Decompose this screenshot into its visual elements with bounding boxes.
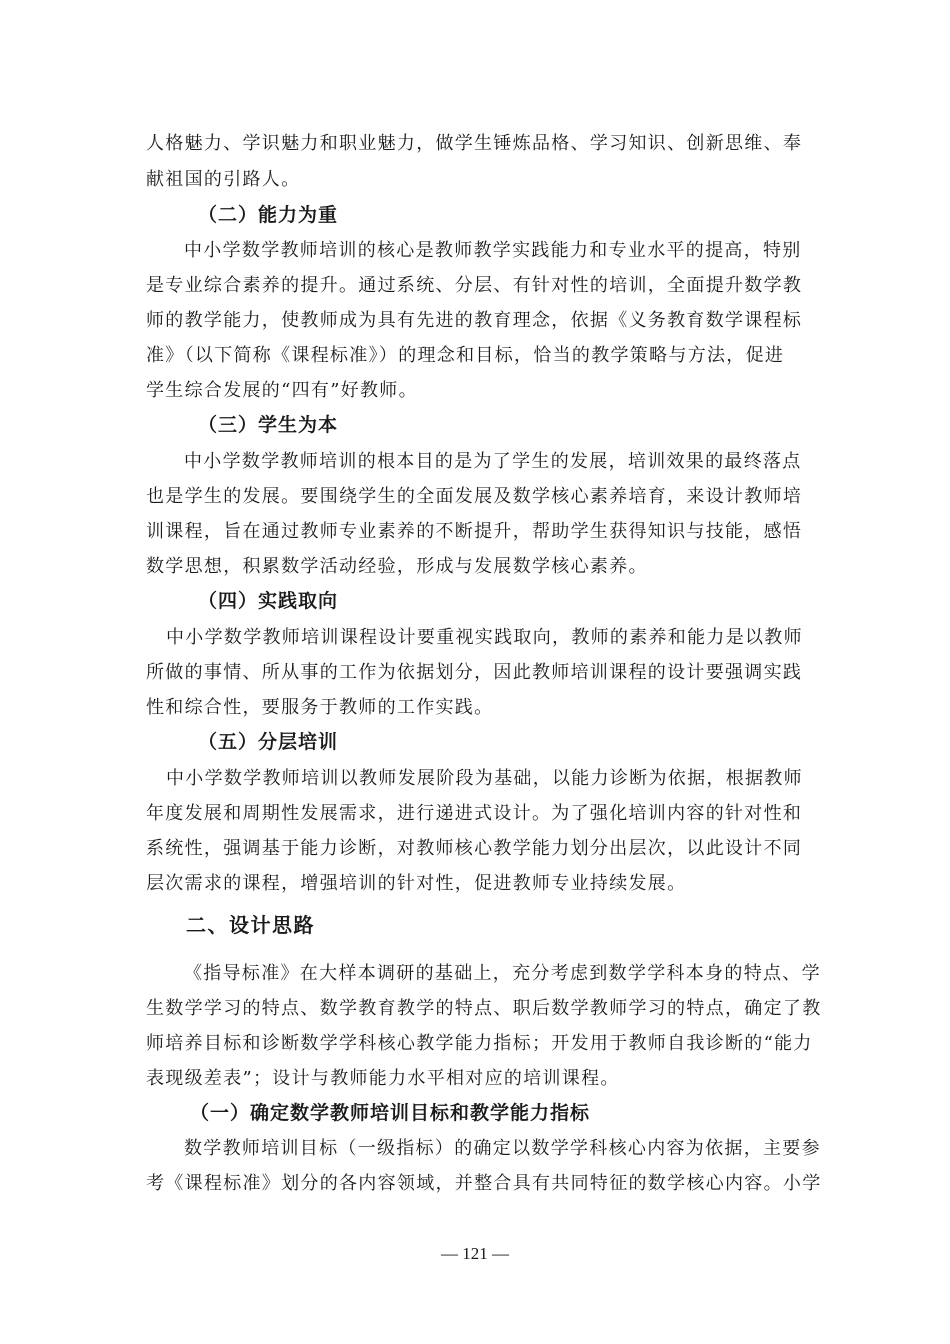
paragraph-line: 中小学数学教师培训的核心是教师教学实践能力和专业水平的提高，特别 xyxy=(184,240,802,261)
paragraph-line: 师培养目标和诊断数学学科核心教学能力指标；开发用于教师自我诊断的“能力 xyxy=(146,1033,813,1054)
paragraph-line: 所做的事情、所从事的工作为依据划分，因此教师培训课程的设计要强调实践 xyxy=(146,662,803,683)
paragraph-line: 人格魅力、学识魅力和职业魅力，做学生锤炼品格、学习知识、创新思维、奉 xyxy=(146,133,803,154)
paragraph-line: 准》（以下简称《课程标准》）的理念和目标，恰当的教学策略与方法，促进 xyxy=(146,345,785,366)
subsection-heading: （二）能力为重 xyxy=(198,204,339,226)
paragraph-line: 数学思想，积累数学活动经验，形成与发展数学核心素养。 xyxy=(146,556,648,577)
subsection-heading: （一）确定数学教师培训目标和教学能力指标 xyxy=(190,1102,591,1124)
paragraph-line: 表现级差表”；设计与教师能力水平相对应的培训课程。 xyxy=(146,1068,620,1089)
paragraph-line: 数学教师培训目标（一级指标）的确定以数学学科核心内容为依据，主要参 xyxy=(184,1138,821,1159)
paragraph-line: 师的教学能力，使教师成为具有先进的教育理念，依据《义务教育数学课程标 xyxy=(146,310,803,331)
subsection-heading: （三）学生为本 xyxy=(198,414,339,436)
paragraph-line: 训课程，旨在通过教师专业素养的不断提升，帮助学生获得知识与技能，感悟 xyxy=(146,521,803,542)
paragraph-line: 性和综合性，要服务于教师的工作实践。 xyxy=(146,697,494,718)
section-heading: 二、设计思路 xyxy=(186,913,315,937)
paragraph-line: 也是学生的发展。要围绕学生的全面发展及数学核心素养培育，来设计教师培 xyxy=(146,486,803,507)
paragraph-line: 中小学数学教师培训以教师发展阶段为基础，以能力诊断为依据，根据教师 xyxy=(166,768,803,789)
paragraph-line: 考《课程标准》划分的各内容领域，并整合具有共同特征的数学核心内容。小学 xyxy=(146,1173,822,1194)
paragraph-line: 系统性，强调基于能力诊断，对教师核心教学能力划分出层次，以此设计不同 xyxy=(146,838,803,859)
paragraph-line: 中小学数学教师培训的根本目的是为了学生的发展，培训效果的最终落点 xyxy=(184,451,802,472)
paragraph-line: 生数学学习的特点、数学教育教学的特点、职后数学教师学习的特点，确定了教 xyxy=(146,998,822,1019)
paragraph-line: 中小学数学教师培训课程设计要重视实践取向，教师的素养和能力是以教师 xyxy=(166,627,803,648)
page-number: — 121 — xyxy=(441,1244,509,1263)
paragraph-line: 是专业综合素养的提升。通过系统、分层、有针对性的培训，全面提升数学教 xyxy=(146,275,803,296)
paragraph-line: 年度发展和周期性发展需求，进行递进式设计。为了强化培训内容的针对性和 xyxy=(146,803,803,824)
paragraph-line: 献祖国的引路人。 xyxy=(146,169,301,190)
subsection-heading: （五）分层培训 xyxy=(198,731,339,753)
paragraph-line: 《指导标准》在大样本调研的基础上，充分考虑到数学学科本身的特点、学 xyxy=(184,963,821,984)
paragraph-line: 层次需求的课程，增强培训的针对性，促进教师专业持续发展。 xyxy=(146,873,687,894)
paragraph-line: 学生综合发展的“四有”好教师。 xyxy=(146,380,418,401)
subsection-heading: （四）实践取向 xyxy=(198,590,339,612)
